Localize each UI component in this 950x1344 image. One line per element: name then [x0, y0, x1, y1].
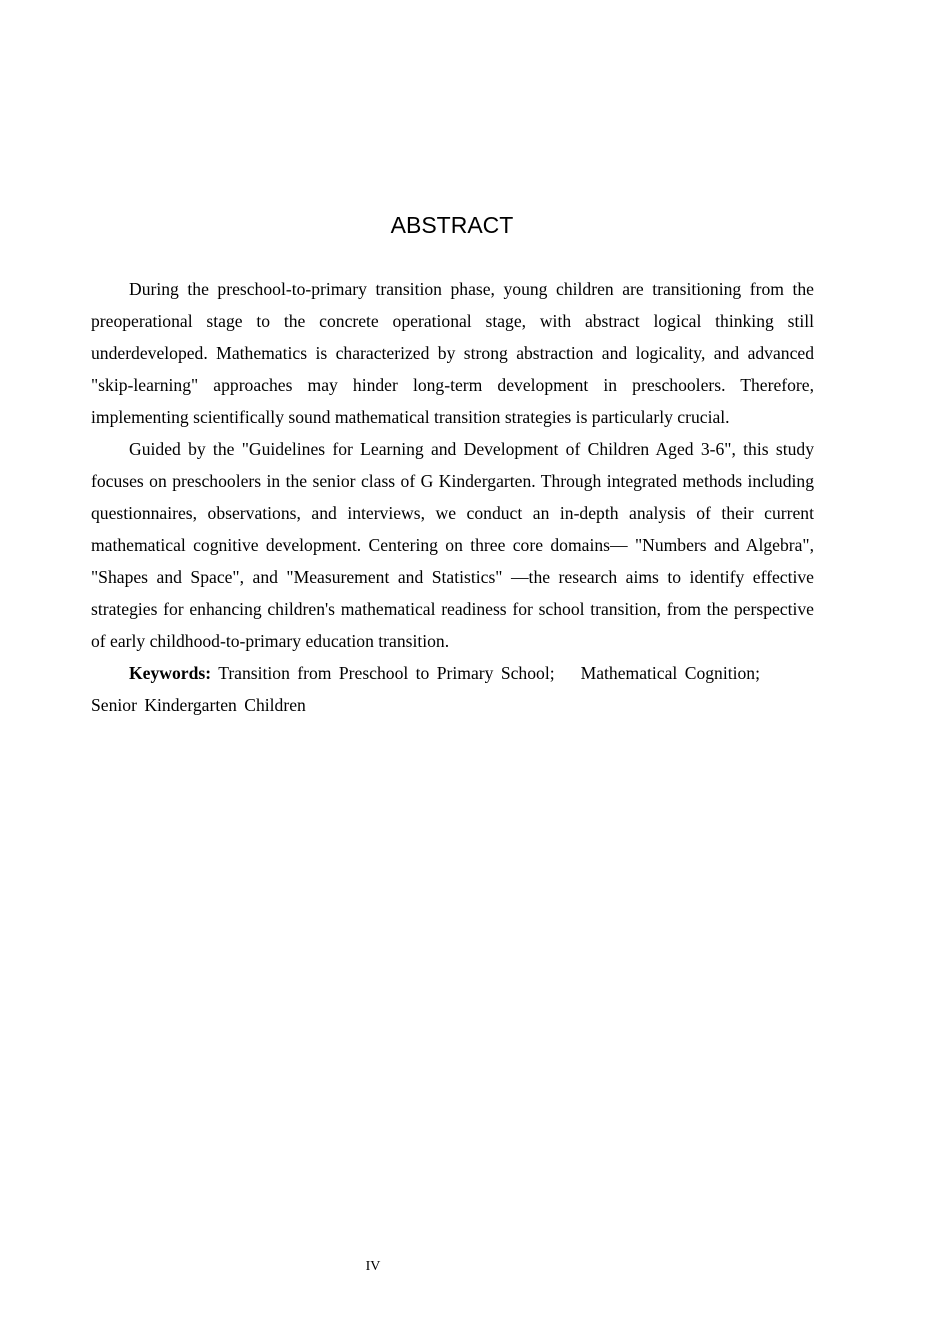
- keyword-item-1: Transition from Preschool to Primary School;: [218, 663, 555, 683]
- abstract-paragraph-1: During the preschool-to-primary transition phase, young children are transitioning from the preoperational stage to the concrete operational stage, with abstract logical thinking still underdeveloped. Mathematics is characterized by strong abstraction and logicality, and advanced "skip-learning" approaches may hinder long-term development in preschoolers. Therefore, implementing scientifically sound mathematical transition strategies is particularly crucial.: [91, 279, 814, 427]
- keyword-item-2: Mathematical Cognition;: [580, 663, 760, 683]
- page-number: IV: [365, 1259, 381, 1274]
- abstract-paragraph-2: Guided by the "Guidelines for Learning and Development of Children Aged 3-6", this study focuses on preschoolers in the senior class of G Kindergarten. Through integrated methods including questionnaires, observations, and interviews, we conduct an in-depth analysis of their current mathematical cognitive development. Centering on three core domains— "Numbers and Algebra", "Shapes and Space", and "Measurement and Statistics" —the research aims to identify effective strategies for enhancing children's mathematical readiness for school transition, from the perspective of early childhood-to-primary education transition.: [91, 439, 814, 651]
- keywords-line: [91, 657, 814, 721]
- abstract-body: [91, 273, 814, 721]
- abstract-title: ABSTRACT: [390, 212, 514, 238]
- keywords-label: Keywords:: [129, 663, 212, 683]
- keyword-item-3: Senior Kindergarten Children: [91, 695, 306, 715]
